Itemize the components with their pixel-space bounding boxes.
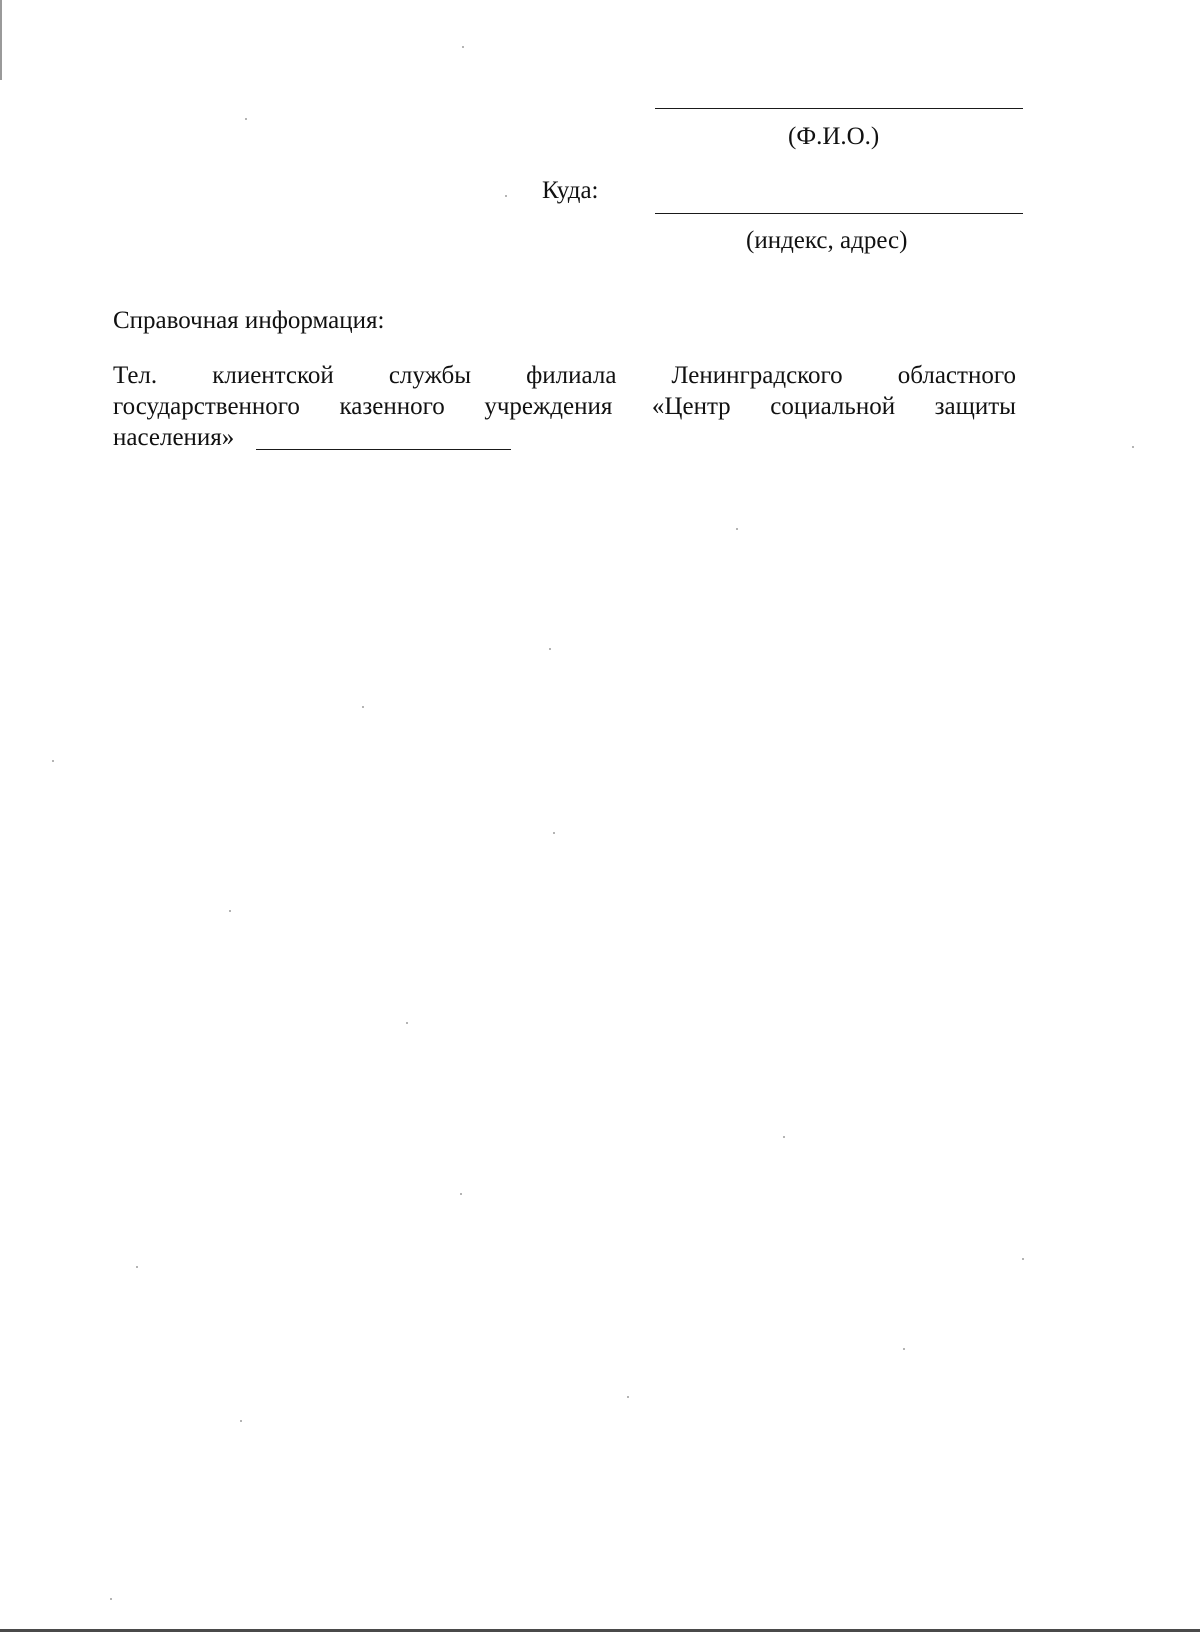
reference-heading: Справочная информация: xyxy=(113,307,385,334)
scan-speck xyxy=(240,1420,242,1422)
address-blank-line xyxy=(655,213,1023,214)
fio-blank-line xyxy=(655,108,1023,109)
paragraph-word: казенного xyxy=(339,393,445,420)
fio-caption: (Ф.И.О.) xyxy=(788,123,880,150)
address-caption: (индекс, адрес) xyxy=(746,227,908,254)
paragraph-word: государственного xyxy=(113,393,300,420)
reference-paragraph-line-1 xyxy=(113,360,1016,391)
paragraph-word: Тел. xyxy=(113,362,158,389)
scan-speck xyxy=(406,1022,408,1024)
paragraph-word: социальной xyxy=(770,393,896,420)
paragraph-word: филиала xyxy=(526,362,617,389)
reference-paragraph-line-2 xyxy=(113,391,1016,422)
scan-speck xyxy=(229,910,231,912)
reference-paragraph-line-3: населения» xyxy=(113,424,235,451)
paragraph-word: учреждения xyxy=(484,393,613,420)
kuda-label: Куда: xyxy=(542,177,599,204)
paragraph-word: областного xyxy=(897,362,1016,389)
scan-edge-left xyxy=(0,0,2,80)
scan-speck xyxy=(736,528,738,530)
scan-speck xyxy=(505,195,507,197)
paragraph-word: «Центр xyxy=(651,393,731,420)
scan-speck xyxy=(245,118,247,120)
scan-speck xyxy=(110,1598,112,1600)
paragraph-word: Ленинградского xyxy=(671,362,843,389)
scan-speck xyxy=(362,706,364,708)
scan-speck xyxy=(462,46,464,48)
scan-speck xyxy=(52,760,54,762)
scan-speck xyxy=(903,1348,905,1350)
scan-speck xyxy=(549,648,551,650)
scan-speck xyxy=(1022,1258,1024,1260)
scan-speck xyxy=(1132,446,1134,448)
scan-speck xyxy=(783,1136,785,1138)
scan-speck xyxy=(136,1266,138,1268)
phone-blank-line xyxy=(256,449,511,450)
paragraph-word: защиты xyxy=(934,393,1016,420)
scan-speck xyxy=(627,1396,629,1398)
paragraph-word: службы xyxy=(388,362,472,389)
scan-edge-bottom xyxy=(0,1629,1200,1632)
scan-speck xyxy=(553,832,555,834)
paragraph-word: клиентской xyxy=(212,362,334,389)
scan-speck xyxy=(460,1193,462,1195)
